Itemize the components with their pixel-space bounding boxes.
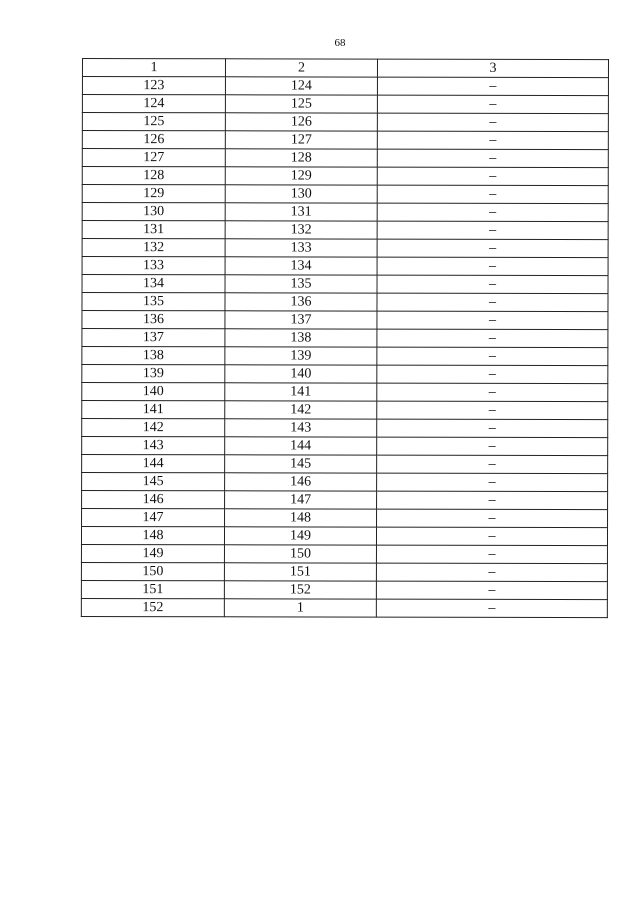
table-row <box>82 491 608 510</box>
table-cell: 133 <box>225 239 377 257</box>
table-cell: 141 <box>225 383 377 401</box>
table-cell: 127 <box>82 149 225 167</box>
table-cell: 148 <box>81 527 224 545</box>
table-row <box>82 275 608 294</box>
table-cell: 134 <box>225 257 377 275</box>
table-row <box>82 77 608 96</box>
table-cell: 132 <box>225 221 377 239</box>
table-cell: 147 <box>225 491 377 509</box>
table-cell: 123 <box>82 77 225 95</box>
table-cell: 139 <box>225 347 377 365</box>
table-cell: 141 <box>82 401 225 419</box>
table-cell: – <box>376 563 607 581</box>
table-row <box>81 527 607 546</box>
table-body <box>81 77 608 618</box>
table-cell: 132 <box>82 239 225 257</box>
table-cell: – <box>377 437 608 455</box>
table-cell: 136 <box>82 311 225 329</box>
table-cell: – <box>376 599 607 617</box>
table-row <box>82 473 608 492</box>
table-cell: – <box>377 203 608 221</box>
table-row <box>82 329 608 348</box>
table-cell: 140 <box>82 383 225 401</box>
table-cell: – <box>377 185 608 203</box>
table-cell: 129 <box>225 167 377 185</box>
table-cell: 134 <box>82 275 225 293</box>
table-cell: – <box>377 257 608 275</box>
table-row <box>82 131 608 150</box>
table-cell: 143 <box>82 437 225 455</box>
table-cell: 127 <box>225 131 377 149</box>
table-cell: 148 <box>225 509 377 527</box>
table-cell: 150 <box>81 562 224 580</box>
table-row <box>82 401 608 420</box>
table-cell: 140 <box>225 365 377 383</box>
table-cell: 145 <box>225 455 377 473</box>
table-cell: 146 <box>82 491 225 509</box>
table-cell: 146 <box>225 473 377 491</box>
column-header: 1 <box>82 59 225 77</box>
table-row <box>82 95 608 114</box>
table-cell: 143 <box>225 419 377 437</box>
table-cell: 1 <box>224 599 376 617</box>
data-table <box>81 58 609 618</box>
table-cell: 152 <box>224 581 376 599</box>
table-cell: – <box>377 401 608 419</box>
table-cell: – <box>377 149 608 167</box>
table-cell: – <box>377 239 608 257</box>
table-row <box>82 437 608 456</box>
table-cell: 145 <box>82 473 225 491</box>
table-cell: – <box>377 167 608 185</box>
table-row <box>81 580 607 599</box>
page-number: 68 <box>334 37 346 49</box>
table-cell: 151 <box>81 580 224 598</box>
table-cell: 131 <box>225 203 377 221</box>
table-row <box>82 239 608 258</box>
table-cell: – <box>377 77 608 95</box>
table-row <box>82 185 608 204</box>
table-cell: 137 <box>82 329 225 347</box>
table-cell: – <box>377 131 608 149</box>
table-cell: – <box>377 473 608 491</box>
table-cell: – <box>377 347 608 365</box>
table-cell: 136 <box>225 293 377 311</box>
table-cell: 130 <box>82 203 225 221</box>
table-cell: – <box>377 365 608 383</box>
table-cell: 135 <box>82 293 225 311</box>
table-row <box>81 598 607 617</box>
table-cell: 149 <box>81 545 224 563</box>
table-cell: – <box>376 527 607 545</box>
column-header: 3 <box>377 59 608 77</box>
table-row <box>81 562 607 581</box>
table-cell: – <box>377 509 608 527</box>
table-row <box>82 167 608 186</box>
table-cell: – <box>377 491 608 509</box>
table-row <box>82 455 608 474</box>
table-cell: 128 <box>82 167 225 185</box>
table-cell: – <box>377 293 608 311</box>
table-cell: 138 <box>225 329 377 347</box>
table-row <box>82 419 608 438</box>
table-cell: 126 <box>225 113 377 131</box>
table-cell: 144 <box>225 437 377 455</box>
table-row <box>82 113 608 132</box>
table-cell: 125 <box>82 113 225 131</box>
table-cell: 135 <box>225 275 377 293</box>
table-cell: 138 <box>82 347 225 365</box>
table-cell: 144 <box>82 455 225 473</box>
table-cell: 131 <box>82 221 225 239</box>
table-row <box>82 347 608 366</box>
table-cell: – <box>377 113 608 131</box>
table-cell: 125 <box>225 95 377 113</box>
table-row <box>82 293 608 312</box>
table-cell: – <box>377 275 608 293</box>
table-row <box>82 257 608 276</box>
table-header-row <box>82 59 608 78</box>
table-cell: – <box>377 383 608 401</box>
table-cell: – <box>377 221 608 239</box>
table-cell: 147 <box>82 509 225 527</box>
table-cell: 152 <box>81 598 224 616</box>
table-row <box>82 203 608 222</box>
table-cell: 129 <box>82 185 225 203</box>
table-cell: 142 <box>225 401 377 419</box>
table-cell: – <box>376 545 607 563</box>
column-header: 2 <box>225 59 377 77</box>
table-cell: – <box>377 419 608 437</box>
table-row <box>82 509 608 528</box>
table-row <box>82 383 608 402</box>
table-cell: 126 <box>82 131 225 149</box>
table-cell: 137 <box>225 311 377 329</box>
table-cell: – <box>376 581 607 599</box>
table-cell: 130 <box>225 185 377 203</box>
table-row <box>82 311 608 330</box>
table-cell: 133 <box>82 257 225 275</box>
table-row <box>82 149 608 168</box>
table-cell: 150 <box>224 545 376 563</box>
table-cell: 142 <box>82 419 225 437</box>
table-row <box>81 545 607 564</box>
table-cell: 139 <box>82 365 225 383</box>
table-cell: – <box>377 95 608 113</box>
table-cell: – <box>377 329 608 347</box>
table-row <box>82 221 608 240</box>
table-cell: – <box>377 311 608 329</box>
table-row <box>82 365 608 384</box>
table-cell: 149 <box>224 527 376 545</box>
table-cell: 128 <box>225 149 377 167</box>
table-cell: 124 <box>82 95 225 113</box>
table-cell: 124 <box>225 77 377 95</box>
table-cell: 151 <box>224 563 376 581</box>
table-cell: – <box>377 455 608 473</box>
